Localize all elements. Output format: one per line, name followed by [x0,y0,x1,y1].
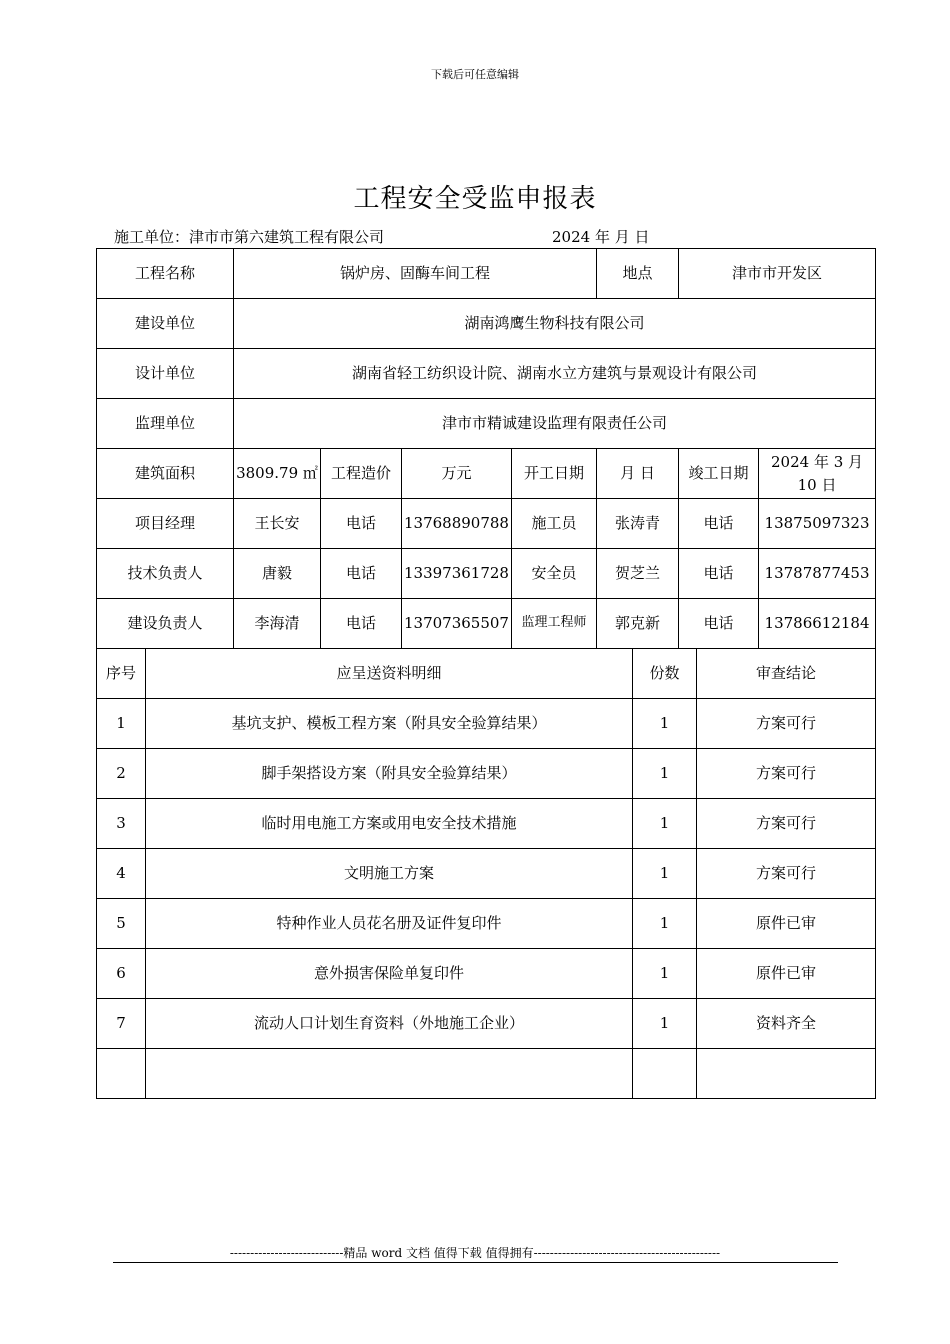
document-row [97,699,876,749]
row-area-dates [97,449,876,499]
document-no: 7 [97,999,146,1049]
personnel-row [97,599,876,649]
end-date-value: 2024 年 3 月 10 日 [759,449,876,499]
person-name: 张涛青 [597,499,679,549]
role-label: 项目经理 [97,499,234,549]
document-detail: 文明施工方案 [146,849,633,899]
empty-cell [97,1049,146,1099]
role-label: 建设负责人 [97,599,234,649]
row-project-name [97,249,876,299]
document-no: 2 [97,749,146,799]
phone-number: 13768890788 [402,499,512,549]
document-detail: 脚手架搭设方案（附具安全验算结果） [146,749,633,799]
document-conclusion: 资料齐全 [697,999,876,1049]
person-name: 郭克新 [597,599,679,649]
document-row [97,899,876,949]
person-name: 贺芝兰 [597,549,679,599]
documents-table [96,648,876,1099]
document-copies: 1 [633,699,697,749]
area-label: 建筑面积 [97,449,234,499]
document-detail: 流动人口计划生育资料（外地施工企业） [146,999,633,1049]
document-row [97,949,876,999]
start-date-value: 月 日 [597,449,679,499]
role-label: 施工员 [512,499,597,549]
document-detail: 意外损害保险单复印件 [146,949,633,999]
empty-cell [697,1049,876,1099]
person-name: 王长安 [234,499,321,549]
header-note: 下载后可任意编辑 [431,68,519,81]
phone-number: 13707365507 [402,599,512,649]
document-no: 3 [97,799,146,849]
footer-divider [113,1262,838,1263]
start-date-label: 开工日期 [512,449,597,499]
row-owner [97,299,876,349]
cost-value: 万元 [402,449,512,499]
document-row [97,799,876,849]
page-title: 工程安全受监申报表 [353,184,597,214]
role-label: 监理工程师 [512,599,597,649]
role-label: 安全员 [512,549,597,599]
construction-unit-line: 施工单位：津市市第六建筑工程有限公司 [114,228,385,246]
document-conclusion: 方案可行 [697,699,876,749]
document-copies: 1 [633,849,697,899]
document-conclusion: 方案可行 [697,799,876,849]
person-name: 李海清 [234,599,321,649]
project-info-table [96,248,876,649]
phone-label: 电话 [679,549,759,599]
owner-value: 湖南鸿鹰生物科技有限公司 [234,299,876,349]
person-name: 唐毅 [234,549,321,599]
phone-label: 电话 [321,549,402,599]
document-no: 6 [97,949,146,999]
phone-number: 13787877453 [759,549,876,599]
phone-number: 13875097323 [759,499,876,549]
empty-cell [146,1049,633,1099]
document-conclusion: 原件已审 [697,899,876,949]
role-label: 技术负责人 [97,549,234,599]
header-copies: 份数 [633,649,697,699]
document-copies: 1 [633,999,697,1049]
phone-label: 电话 [679,499,759,549]
footer-text: ----------------------------精品 word 文档 值得下载 值得拥有---------------------------------------------- [229,1246,721,1260]
phone-number: 13397361728 [402,549,512,599]
document-copies: 1 [633,949,697,999]
date-line: 2024 年 月 日 [552,228,650,246]
document-detail: 基坑支护、模板工程方案（附具安全验算结果） [146,699,633,749]
supervisor-label: 监理单位 [97,399,234,449]
designer-label: 设计单位 [97,349,234,399]
header-no: 序号 [97,649,146,699]
phone-number: 13786612184 [759,599,876,649]
location-value: 津市市开发区 [679,249,876,299]
document-conclusion: 方案可行 [697,749,876,799]
empty-cell [633,1049,697,1099]
area-value: 3809.79 ㎡ [234,449,321,499]
phone-label: 电话 [321,499,402,549]
document-conclusion: 原件已审 [697,949,876,999]
documents-header-row [97,649,876,699]
row-supervisor [97,399,876,449]
document-detail: 临时用电施工方案或用电安全技术措施 [146,799,633,849]
owner-label: 建设单位 [97,299,234,349]
phone-label: 电话 [321,599,402,649]
document-row [97,849,876,899]
cost-label: 工程造价 [321,449,402,499]
empty-document-row [97,1049,876,1099]
document-copies: 1 [633,799,697,849]
document-no: 4 [97,849,146,899]
location-label: 地点 [597,249,679,299]
document-no: 1 [97,699,146,749]
header-detail: 应呈送资料明细 [146,649,633,699]
document-conclusion: 方案可行 [697,849,876,899]
header-conclusion: 审查结论 [697,649,876,699]
personnel-row [97,549,876,599]
supervisor-value: 津市市精诚建设监理有限责任公司 [234,399,876,449]
designer-value: 湖南省轻工纺织设计院、湖南水立方建筑与景观设计有限公司 [234,349,876,399]
document-copies: 1 [633,899,697,949]
document-row [97,999,876,1049]
end-date-label: 竣工日期 [679,449,759,499]
document-row [97,749,876,799]
project-name-value: 锅炉房、固酶车间工程 [234,249,597,299]
document-no: 5 [97,899,146,949]
document-detail: 特种作业人员花名册及证件复印件 [146,899,633,949]
personnel-row [97,499,876,549]
phone-label: 电话 [679,599,759,649]
document-copies: 1 [633,749,697,799]
row-designer [97,349,876,399]
project-name-label: 工程名称 [97,249,234,299]
